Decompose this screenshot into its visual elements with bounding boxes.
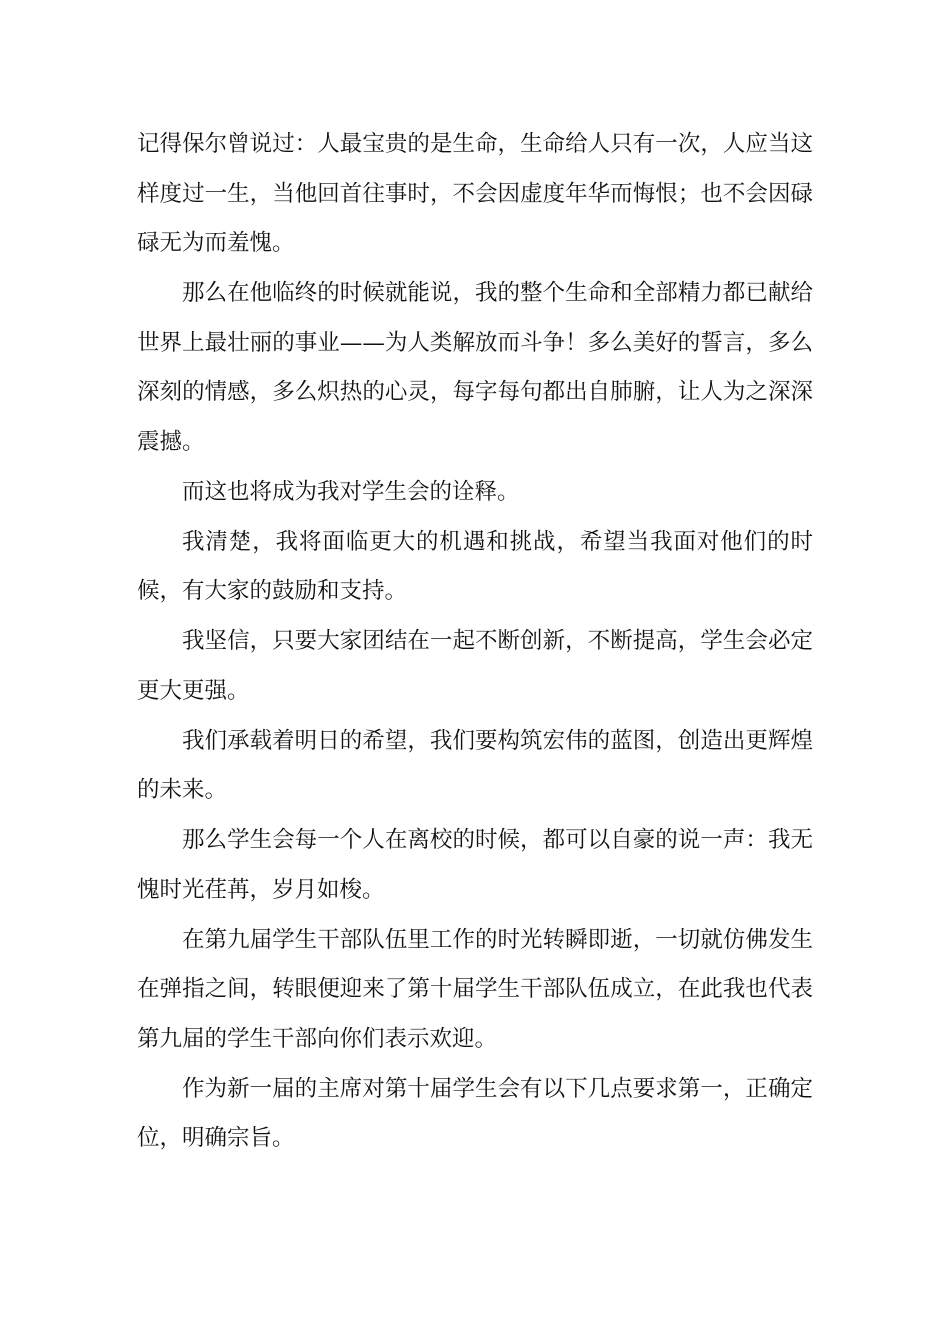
paragraph-7: 那么学生会每一个人在离校的时候，都可以自豪的说一声：我无愧时光荏苒，岁月如梭。	[137, 827, 813, 903]
paragraph-2: 那么在他临终的时候就能说，我的整个生命和全部精力都已献给世界上最壮丽的事业——为人类解放而斗争！多么美好的誓言，多么深刻的情感，多么炽热的心灵，每字每句都出自肺腑，让人为之深深震撼。	[137, 280, 813, 455]
paragraph-4: 我清楚，我将面临更大的机遇和挑战，希望当我面对他们的时候，有大家的鼓励和支持。	[137, 528, 813, 604]
paragraph-8: 在第九届学生干部队伍里工作的时光转瞬即逝，一切就仿佛发生在弹指之间，转眼便迎来了第十届学生干部队伍成立，在此我也代表第九届的学生干部向你们表示欢迎。	[137, 926, 813, 1052]
document-body	[137, 120, 813, 1164]
paragraph-5: 我坚信，只要大家团结在一起不断创新，不断提高，学生会必定更大更强。	[137, 628, 813, 704]
paragraph-9: 作为新一届的主席对第十届学生会有以下几点要求第一，正确定位，明确宗旨。	[137, 1075, 813, 1151]
paragraph-6: 我们承载着明日的希望，我们要构筑宏伟的蓝图，创造出更辉煌的未来。	[137, 727, 813, 803]
paragraph-1: 记得保尔曾说过：人最宝贵的是生命，生命给人只有一次，人应当这样度过一生，当他回首往事时，不会因虚度年华而悔恨；也不会因碌碌无为而羞愧。	[137, 131, 813, 256]
paragraph-3: 而这也将成为我对学生会的诠释。	[182, 478, 520, 505]
